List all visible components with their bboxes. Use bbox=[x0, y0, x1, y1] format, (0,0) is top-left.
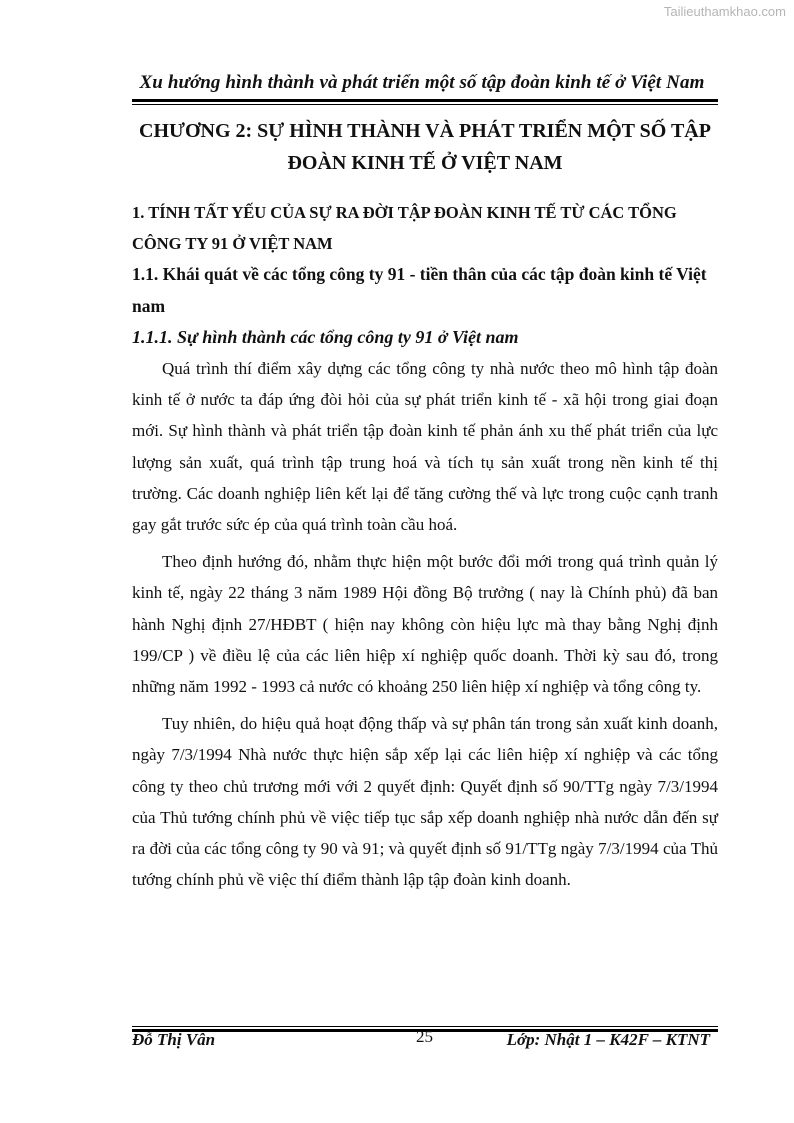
page-body bbox=[132, 197, 718, 895]
paragraph-1: Quá trình thí điểm xây dựng các tổng công ty nhà nước theo mô hình tập đoàn kinh tế ở nước ta đáp ứng đòi hỏi của sự phát triển kinh tế - xã hội trong giai đoạn mới. Sự hình thành và phát triển tập đoàn kinh tế phản ánh xu thế phát triển của lực lượng sản xuất, quá trình tập trung hoá và tích tụ sản xuất trong nền kinh tế thị trường. Các doanh nghiệp liên kết lại để tăng cường thế và lực trong cuộc cạnh tranh gay gắt trước sức ép của quá trình toàn cầu hoá. bbox=[132, 359, 718, 535]
page-header-title: Xu hướng hình thành và phát triển một số tập đoàn kinh tế ở Việt Nam bbox=[139, 72, 705, 93]
watermark: Tailieuthamkhao.com bbox=[663, 4, 786, 19]
header-divider bbox=[132, 99, 718, 105]
section-1-heading: 1. TÍNH TẤT YẾU CỦA SỰ RA ĐỜI TẬP ĐOÀN KINH TẾ TỪ CÁC TỔNG CÔNG TY 91 Ở VIỆT NAM bbox=[132, 203, 677, 254]
footer-class: Lớp: Nhật 1 – K42F – KTNT bbox=[506, 1030, 710, 1049]
paragraph-3: Tuy nhiên, do hiệu quả hoạt động thấp và sự phân tán trong sản xuất kinh doanh, ngày 7/3/1994 Nhà nước thực hiện sắp xếp lại các liên hiệp xí nghiệp và các tổng công ty theo chủ trương mới với 2 quyết định: Quyết định số 90/TTg ngày 7/3/1994 của Thủ tướng chính phủ về việc tiếp tục sắp xếp doanh nghiệp nhà nước dẫn đến sự ra đời của các tổng công ty 90 và 91; và quyết định số 91/TTg ngày 7/3/1994 của Thủ tướng chính phủ về việc thí điểm thành lập tập đoàn kinh doanh. bbox=[132, 714, 718, 890]
section-1-1-heading: 1.1. Khái quát về các tổng công ty 91 - tiền thân của các tập đoàn kinh tế Việt nam bbox=[132, 264, 707, 316]
chapter-title-line-1: CHƯƠNG 2: SỰ HÌNH THÀNH VÀ PHÁT TRIỂN MỘT SỐ TẬP bbox=[139, 120, 711, 142]
chapter-title-line-2: ĐOÀN KINH TẾ Ở VIỆT NAM bbox=[287, 152, 563, 174]
paragraph-2: Theo định hướng đó, nhằm thực hiện một bước đổi mới trong quá trình quản lý kinh tế, ngày 22 tháng 3 năm 1989 Hội đồng Bộ trưởng ( nay là Chính phủ) đã ban hành Nghị định 27/HĐBT ( hiện nay không còn hiệu lực mà thay bằng Nghị định 199/CP ) về điều lệ của các liên hiệp xí nghiệp quốc doanh. Thời kỳ sau đó, trong những năm 1992 - 1993 cả nước có khoảng 250 liên hiệp xí nghiệp và tổng công ty. bbox=[132, 552, 718, 697]
section-1-1-1-heading: 1.1.1. Sự hình thành các tổng công ty 91 ở Việt nam bbox=[132, 326, 519, 347]
footer-author: Đỗ Thị Vân bbox=[132, 1030, 216, 1049]
page-footer bbox=[132, 1027, 718, 1054]
page-number: 25 bbox=[416, 1027, 433, 1046]
chapter-title bbox=[132, 115, 718, 179]
